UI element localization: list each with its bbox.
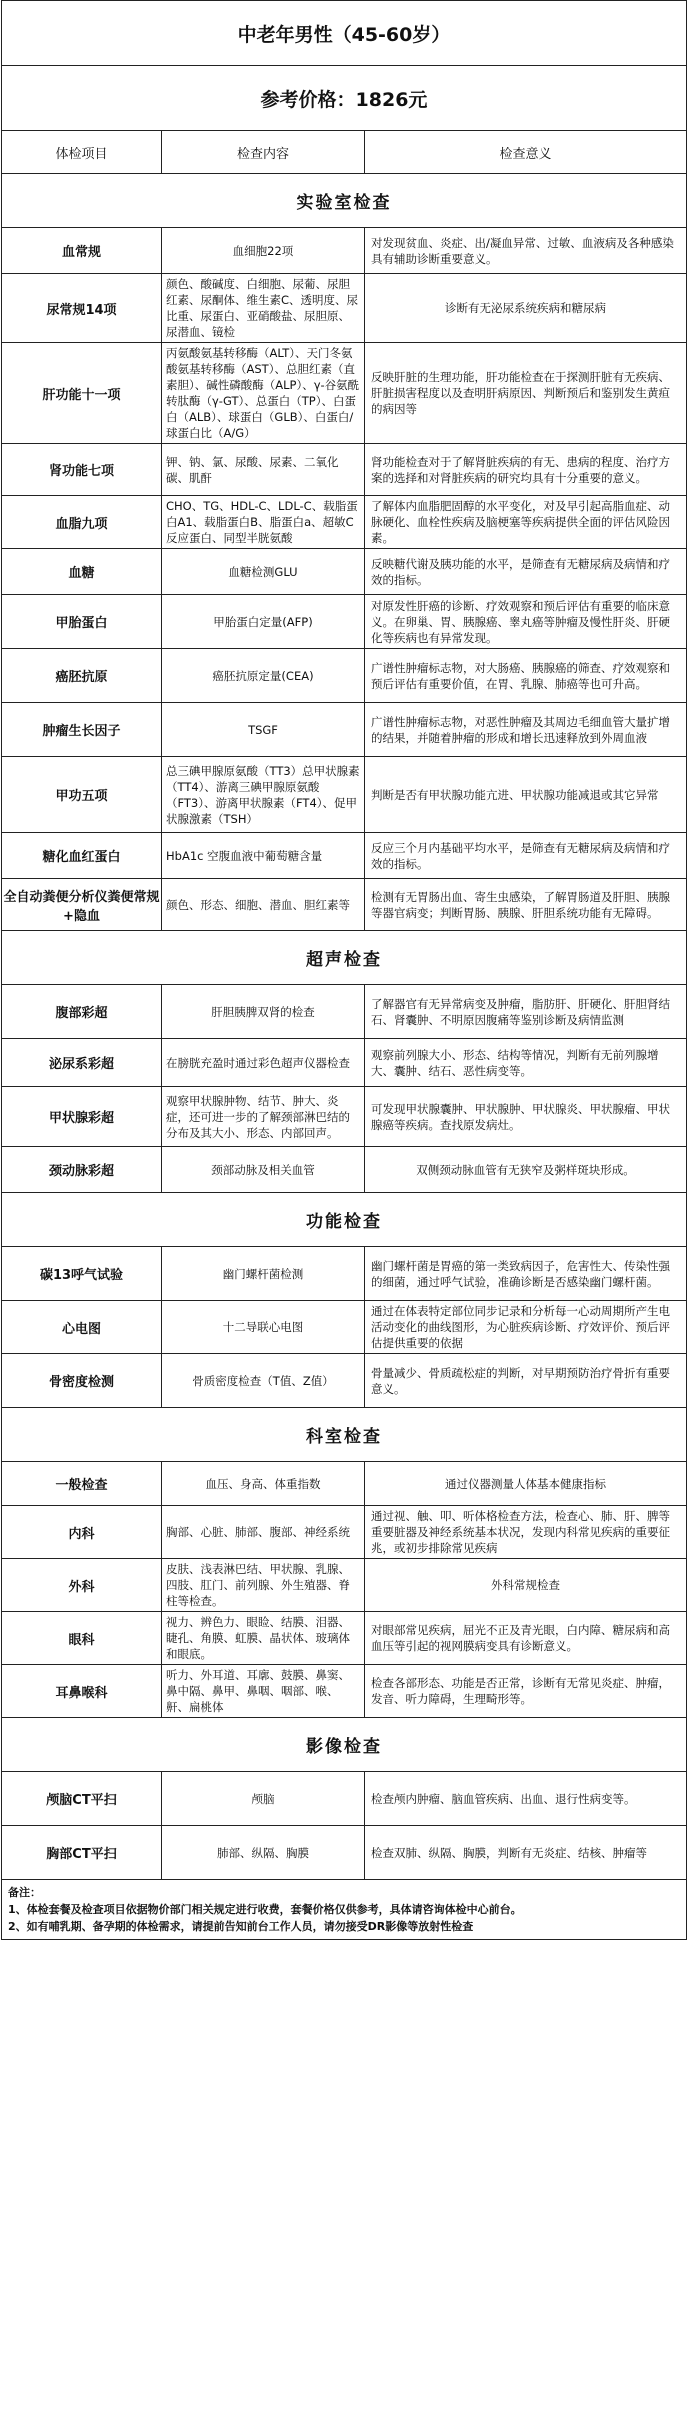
section-title: 功能检查 [2,1193,687,1247]
section-header [2,1193,687,1247]
section-title: 实验室检查 [2,174,687,228]
exam-content: 颜色、酸碱度、白细胞、尿葡、尿胆红素、尿酮体、维生素C、透明度、尿比重、尿蛋白、亚硝酸盐、尿胆原、尿潜血、镜检 [162,274,365,343]
checkup-package-sheet [1,0,687,1940]
exam-meaning: 了解器官有无异常病变及肿瘤，脂肪肝、肝硬化、肝胆肾结石、肾囊肿、不明原因腹痛等鉴别诊断及病情监测 [365,985,687,1039]
exam-item: 尿常规14项 [2,274,162,343]
exam-meaning: 检测有无胃肠出血、寄生虫感染，了解胃肠道及肝胆、胰腺等器官病变；判断胃肠、胰腺、肝胆系统功能有无障碍。 [365,879,687,931]
table-row [2,1612,687,1665]
exam-item: 颅脑CT平扫 [2,1772,162,1826]
table-row [2,833,687,879]
table-row [2,1087,687,1147]
exam-content: TSGF [162,703,365,757]
exam-meaning: 反映糖代谢及胰功能的水平，是筛查有无糖尿病及病情和疗效的指标。 [365,549,687,595]
section-header [2,1718,687,1772]
exam-meaning: 检查各部形态、功能是否正常，诊断有无常见炎症、肿瘤，发音、听力障碍，生理畸形等。 [365,1665,687,1718]
exam-content: 肝胆胰脾双肾的检查 [162,985,365,1039]
table-row [2,1772,687,1826]
reference-price: 参考价格：1826元 [2,66,687,131]
table-row [2,549,687,595]
exam-item: 肿瘤生长因子 [2,703,162,757]
exam-meaning: 观察前列腺大小、形态、结构等情况，判断有无前列腺增大、囊肿、结石、恶性病变等。 [365,1039,687,1087]
table-header [2,131,687,174]
section-header [2,174,687,228]
table-row [2,1247,687,1301]
table-row [2,343,687,444]
exam-item: 泌尿系彩超 [2,1039,162,1087]
exam-item: 糖化血红蛋白 [2,833,162,879]
exam-item: 血糖 [2,549,162,595]
exam-item: 血常规 [2,228,162,274]
exam-content: 血压、身高、体重指数 [162,1462,365,1506]
exam-item: 腹部彩超 [2,985,162,1039]
table-row [2,649,687,703]
exam-item: 外科 [2,1559,162,1612]
exam-content: 十二导联心电图 [162,1301,365,1354]
table-row [2,879,687,931]
table-row [2,496,687,549]
exam-item: 肾功能七项 [2,444,162,496]
section-title: 超声检查 [2,931,687,985]
table-row [2,1462,687,1506]
exam-item: 颈动脉彩超 [2,1147,162,1193]
exam-item: 甲状腺彩超 [2,1087,162,1147]
exam-meaning: 肾功能检查对于了解肾脏疾病的有无、患病的程度、治疗方案的选择和对肾脏疾病的研究均具有十分重要的意义。 [365,444,687,496]
header-meaning: 检查意义 [365,131,687,174]
exam-item: 内科 [2,1506,162,1559]
exam-content: 血细胞22项 [162,228,365,274]
exam-item: 一般检查 [2,1462,162,1506]
table-row [2,985,687,1039]
exam-content: 在膀胱充盈时通过彩色超声仪器检查 [162,1039,365,1087]
exam-content: 血糖检测GLU [162,549,365,595]
exam-content: 胸部、心脏、肺部、腹部、神经系统 [162,1506,365,1559]
table-row [2,1354,687,1408]
exam-content: 皮肤、浅表淋巴结、甲状腺、乳腺、四肢、肛门、前列腺、外生殖器、脊柱等检查。 [162,1559,365,1612]
table-row [2,1301,687,1354]
exam-content: 丙氨酸氨基转移酶（ALT）、天门冬氨酸氨基转移酶（AST）、总胆红素（直素胆）、碱性磷酸酶（ALP）、γ-谷氨酰转肽酶（γ-GT）、总蛋白（TP）、白蛋白（ALB）、球蛋白（GLB）、白蛋白/球蛋白比（A/G） [162,343,365,444]
exam-meaning: 了解体内血脂肥固醇的水平变化，对及早引起高脂血症、动脉硬化、血栓性疾病及脑梗塞等疾病提供全面的评估风险因素。 [365,496,687,549]
exam-content: 癌胚抗原定量(CEA) [162,649,365,703]
section-header [2,1408,687,1462]
section-title: 影像检查 [2,1718,687,1772]
table-row [2,444,687,496]
exam-meaning: 对眼部常见疾病，屈光不正及青光眼，白内障、糖尿病和高血压等引起的视网膜病变具有诊断意义。 [365,1612,687,1665]
notes [2,1880,687,1940]
section-header [2,931,687,985]
header-content: 检查内容 [162,131,365,174]
header-item: 体检项目 [2,131,162,174]
exam-item: 耳鼻喉科 [2,1665,162,1718]
table-row [2,274,687,343]
exam-item: 血脂九项 [2,496,162,549]
exam-meaning: 通过仪器测量人体基本健康指标 [365,1462,687,1506]
exam-item: 胸部CT平扫 [2,1826,162,1880]
exam-content: 听力、外耳道、耳廓、鼓膜、鼻窦、鼻中隔、鼻甲、鼻咽、咽部、喉、鼾、扁桃体 [162,1665,365,1718]
exam-item: 甲功五项 [2,757,162,833]
exam-content: 颜色、形态、细胞、潜血、胆红素等 [162,879,365,931]
table-row [2,1559,687,1612]
exam-content: 颈部动脉及相关血管 [162,1147,365,1193]
section-title: 科室检查 [2,1408,687,1462]
exam-content: 骨质密度检查（T值、Z值） [162,1354,365,1408]
exam-meaning: 对发现贫血、炎症、出/凝血异常、过敏、血液病及各种感染具有辅助诊断重要意义。 [365,228,687,274]
exam-item: 心电图 [2,1301,162,1354]
exam-content: 钾、钠、氯、尿酸、尿素、二氧化碳、肌酐 [162,444,365,496]
package-table [1,0,687,1940]
exam-meaning: 检查颅内肿瘤、脑血管疾病、出血、退行性病变等。 [365,1772,687,1826]
exam-content: 总三碘甲腺原氨酸（TT3）总甲状腺素（TT4）、游离三碘甲腺原氨酸（FT3）、游离甲状腺素（FT4）、促甲状腺激素（TSH） [162,757,365,833]
exam-content: CHO、TG、HDL-C、LDL-C、载脂蛋白A1、载脂蛋白B、脂蛋白a、超敏C反应蛋白、同型半胱氨酸 [162,496,365,549]
exam-content: 幽门螺杆菌检测 [162,1247,365,1301]
exam-meaning: 双侧颈动脉血管有无狭窄及粥样斑块形成。 [365,1147,687,1193]
exam-item: 癌胚抗原 [2,649,162,703]
exam-content: HbA1c 空腹血液中葡萄糖含量 [162,833,365,879]
table-row [2,1665,687,1718]
exam-meaning: 广谱性肿瘤标志物，对大肠癌、胰腺癌的筛查、疗效观察和预后评估有重要价值，在胃、乳腺、肺癌等也可升高。 [365,649,687,703]
exam-meaning: 可发现甲状腺囊肿、甲状腺肿、甲状腺炎、甲状腺瘤、甲状腺癌等疾病。查找原发病灶。 [365,1087,687,1147]
exam-content: 视力、辨色力、眼睑、结膜、泪器、睫孔、角膜、虹膜、晶状体、玻璃体和眼底。 [162,1612,365,1665]
exam-item: 全自动粪便分析仪粪便常规+隐血 [2,879,162,931]
table-row [2,228,687,274]
note-line: 1、体检套餐及检查项目依据物价部门相关规定进行收费，套餐价格仅供参考，具体请咨询体检中心前台。 [8,1903,522,1916]
note-line: 2、如有哺乳期、备孕期的体检需求，请提前告知前台工作人员，请勿接受DR影像等放射性检查 [8,1920,474,1933]
exam-content: 肺部、纵隔、胸膜 [162,1826,365,1880]
exam-meaning: 对原发性肝癌的诊断、疗效观察和预后评估有重要的临床意义。在卵巢、胃、胰腺癌、睾丸癌等肿瘤及慢性肝炎、肝硬化等疾病也有异常发现。 [365,595,687,649]
notes-label: 备注： [8,1886,41,1899]
table-row [2,1826,687,1880]
exam-content: 颅脑 [162,1772,365,1826]
exam-meaning: 广谱性肿瘤标志物，对恶性肿瘤及其周边毛细血管大量扩增的结果，并随着肿瘤的形成和增长迅速释放到外周血液 [365,703,687,757]
exam-meaning: 反应三个月内基础平均水平，是筛查有无糖尿病及病情和疗效的指标。 [365,833,687,879]
table-row [2,1147,687,1193]
exam-meaning: 判断是否有甲状腺功能亢进、甲状腺功能减退或其它异常 [365,757,687,833]
exam-item: 肝功能十一项 [2,343,162,444]
exam-meaning: 检查双肺、纵隔、胸膜，判断有无炎症、结核、肿瘤等 [365,1826,687,1880]
exam-content: 甲胎蛋白定量(AFP) [162,595,365,649]
exam-meaning: 通过视、触、叩、听体格检查方法，检查心、肺、肝、脾等重要脏器及神经系统基本状况，发现内科常见疾病的重要征兆，或初步排除常见疾病 [365,1506,687,1559]
exam-item: 眼科 [2,1612,162,1665]
exam-meaning: 通过在体表特定部位同步记录和分析每一心动周期所产生电活动变化的曲线图形，为心脏疾病诊断、疗效评价、预后评估提供重要的依据 [365,1301,687,1354]
exam-meaning: 幽门螺杆菌是胃癌的第一类致病因子，危害性大、传染性强的细菌，通过呼气试验，准确诊断是否感染幽门螺杆菌。 [365,1247,687,1301]
exam-meaning: 骨量减少、骨质疏松症的判断，对早期预防治疗骨折有重要意义。 [365,1354,687,1408]
exam-item: 甲胎蛋白 [2,595,162,649]
table-row [2,757,687,833]
notes-row [2,1880,687,1940]
exam-meaning: 外科常规检查 [365,1559,687,1612]
table-row [2,595,687,649]
package-title: 中老年男性（45-60岁） [2,1,687,66]
table-row [2,1039,687,1087]
exam-meaning: 反映肝脏的生理功能，肝功能检查在于探测肝脏有无疾病、肝脏损害程度以及查明肝病原因、判断预后和鉴别发生黄疸的病因等 [365,343,687,444]
exam-content: 观察甲状腺肿物、结节、肿大、炎症，还可进一步的了解颈部淋巴结的分布及其大小、形态、内部回声。 [162,1087,365,1147]
exam-item: 碳13呼气试验 [2,1247,162,1301]
exam-item: 骨密度检测 [2,1354,162,1408]
table-row [2,1506,687,1559]
table-row [2,703,687,757]
exam-meaning: 诊断有无泌尿系统疾病和糖尿病 [365,274,687,343]
